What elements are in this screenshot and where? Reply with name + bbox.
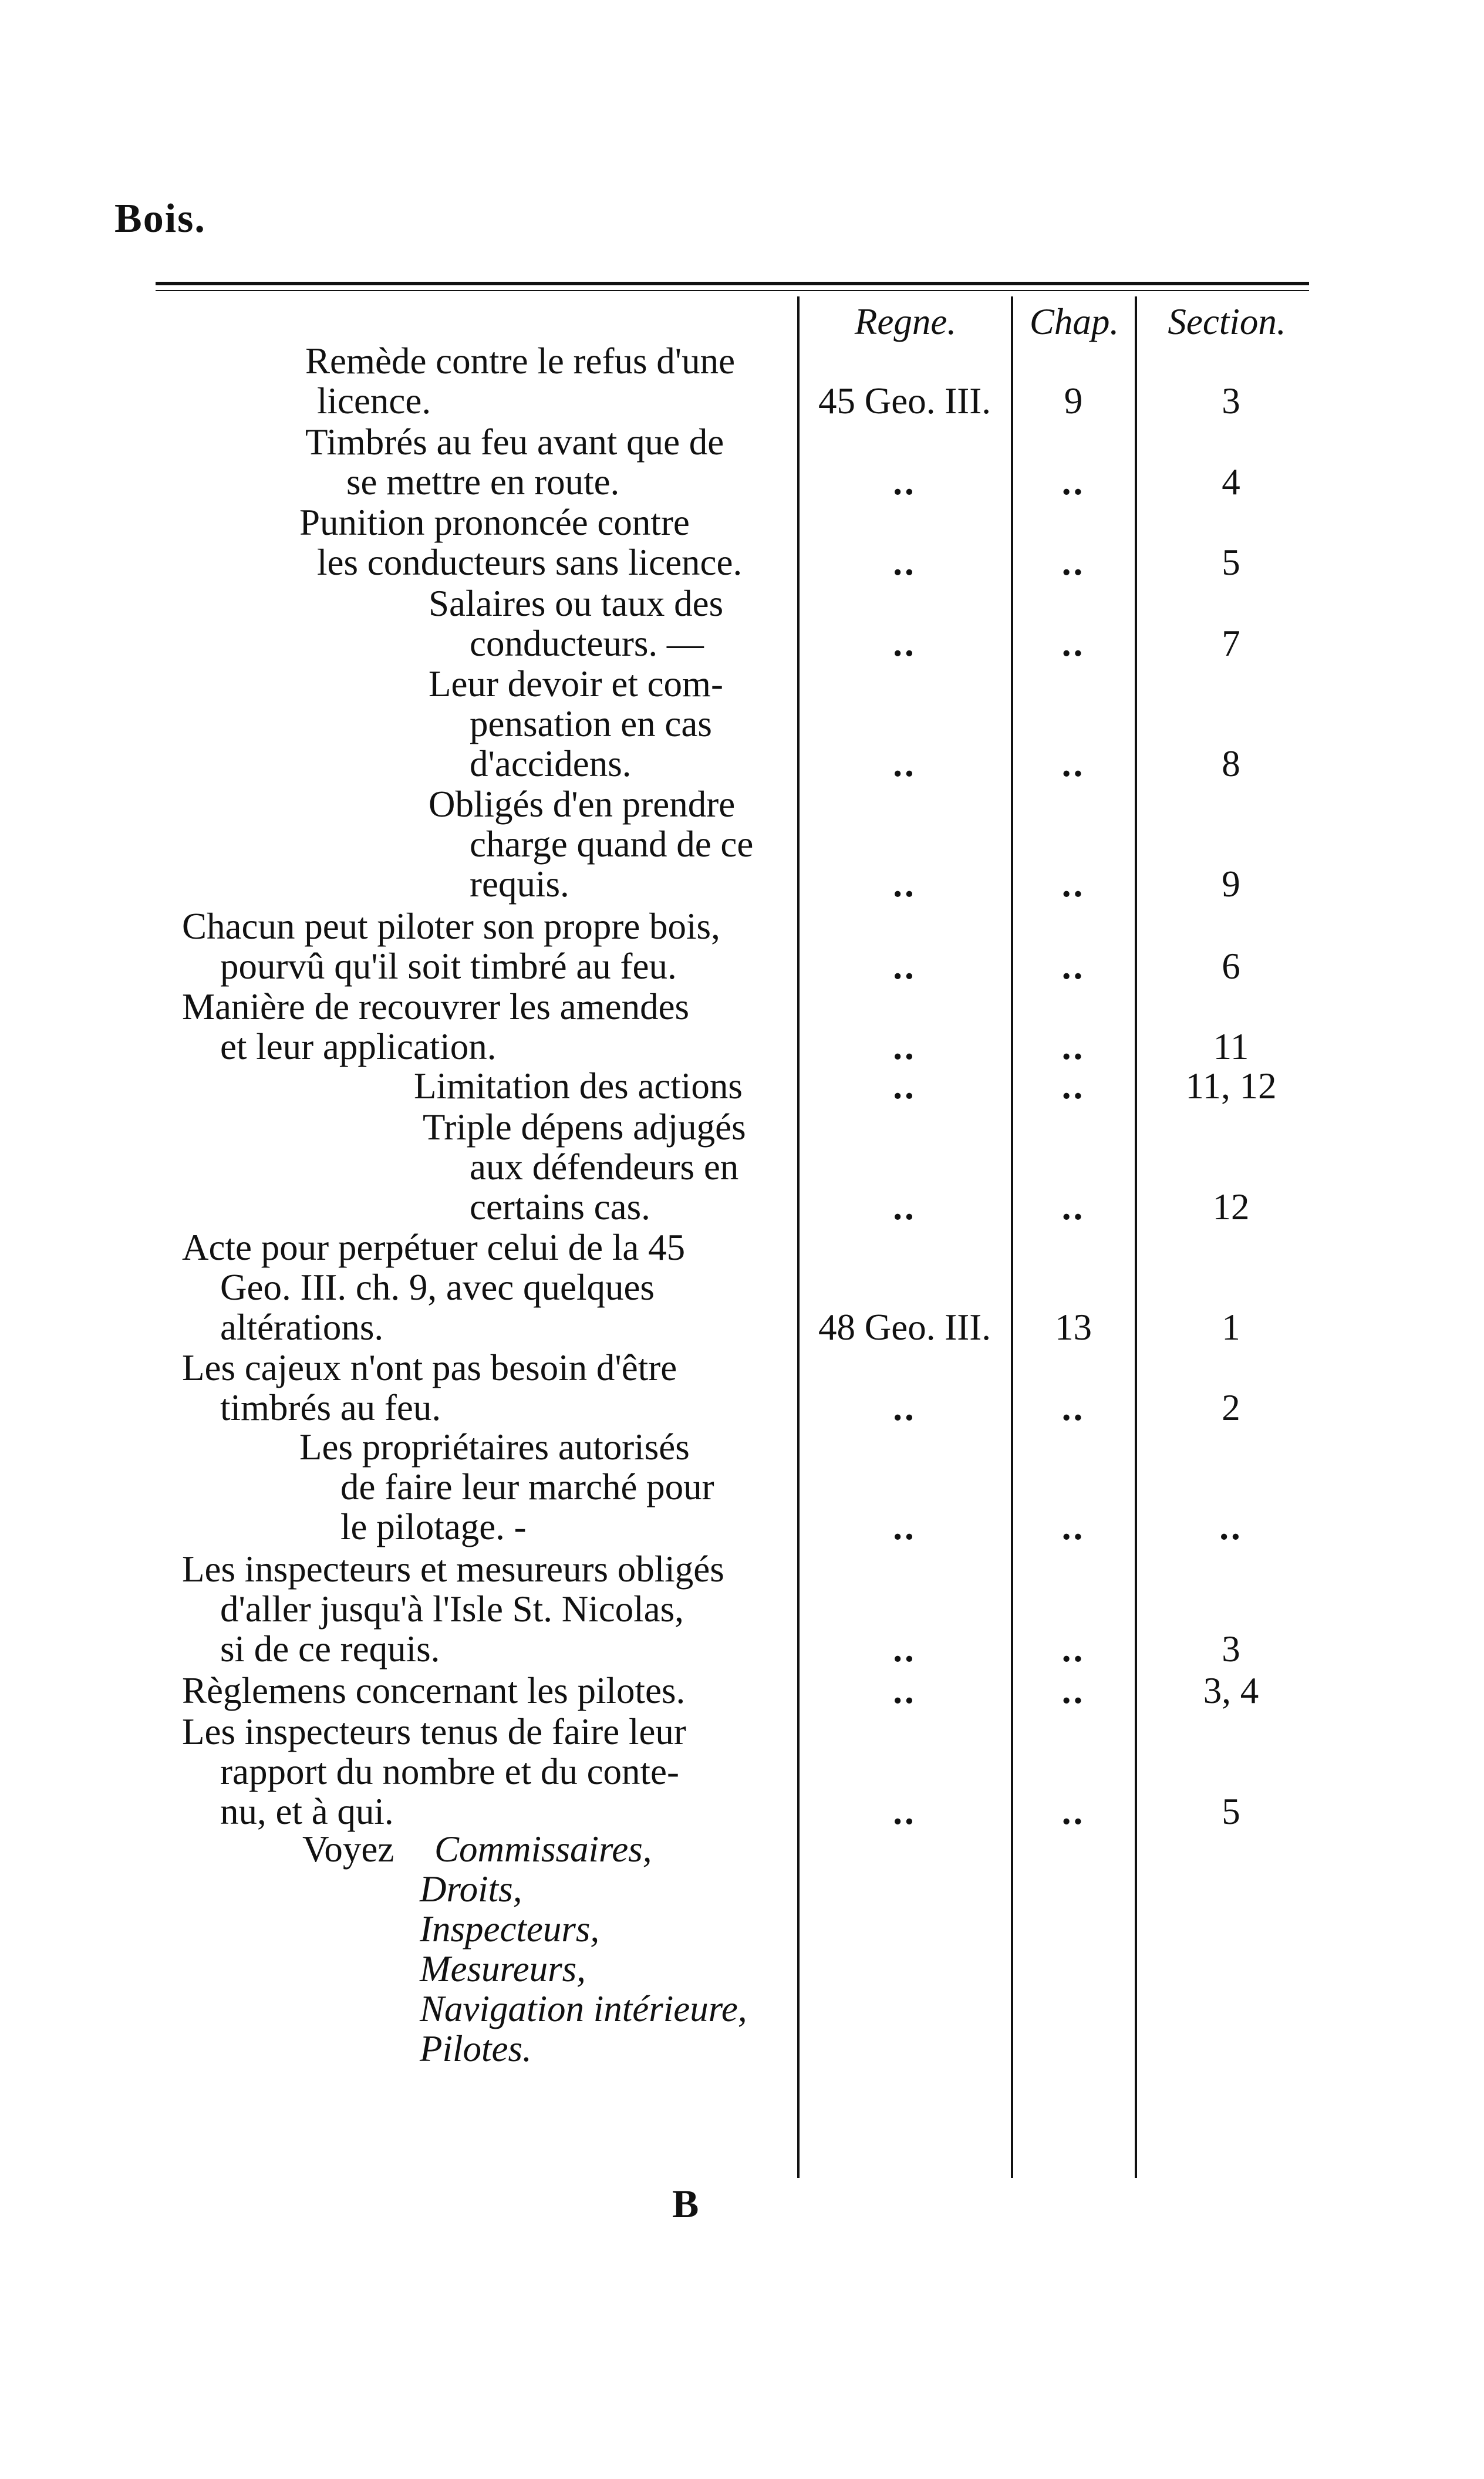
entry-chap: .. (1061, 946, 1085, 987)
entry-section: 4 (1222, 461, 1240, 502)
entry-text-line: Les cajeux n'ont pas besoin d'être (182, 1347, 677, 1388)
entry-section: 3, 4 (1203, 1670, 1259, 1711)
entry-chap: 13 (1055, 1307, 1092, 1348)
entry-text-line: et leur application. (220, 1026, 497, 1067)
entry-text-line: certains cas. (470, 1186, 650, 1227)
entry-text-line: d'aller jusqu'à l'Isle St. Nicolas, (220, 1588, 684, 1630)
entry-text-line: Acte pour perpétuer celui de la 45 (182, 1227, 686, 1268)
entry-regne: 48 Geo. III. (818, 1307, 991, 1348)
printer-signature: B (672, 2181, 699, 2226)
entry-chap: .. (1061, 1791, 1085, 1832)
see-also-label: Voyez (302, 1829, 394, 1870)
entry-text-line: Salaires ou taux des (429, 583, 724, 624)
entry-chap: .. (1061, 1670, 1085, 1711)
entry-text-line: aux défendeurs en (470, 1146, 739, 1188)
entry-section: 11, 12 (1185, 1065, 1277, 1107)
see-also-ref: Inspecteurs, (420, 1908, 600, 1950)
entry-regne: 45 Geo. III. (818, 380, 991, 421)
entry-chap: .. (1061, 1506, 1085, 1547)
entry-section: 12 (1212, 1186, 1250, 1227)
entry-text-line: Punition prononcée contre (299, 502, 690, 543)
entry-text-line: requis. (470, 864, 569, 905)
entry-section: 3 (1222, 380, 1240, 421)
entry-section: 5 (1222, 1791, 1240, 1832)
entry-chap: .. (1061, 461, 1085, 502)
entry-text-line: Les propriétaires autorisés (299, 1426, 690, 1468)
entry-section: 5 (1222, 542, 1240, 583)
entry-regne: .. (893, 1186, 916, 1227)
entry-text-line: se mettre en route. (346, 461, 620, 502)
see-also-ref: Droits, (420, 1868, 522, 1910)
header-rule-thin (156, 290, 1309, 291)
entry-text-line: Limitation des actions (414, 1065, 743, 1107)
entry-chap: .. (1061, 542, 1085, 583)
entry-text-line: Les inspecteurs tenus de faire leur (182, 1711, 686, 1752)
entry-chap: .. (1061, 1387, 1085, 1428)
entry-text-line: le pilotage. - (340, 1506, 527, 1547)
entry-section: 3 (1222, 1628, 1240, 1669)
entry-text-line: timbrés au feu. (220, 1387, 441, 1428)
entry-regne: .. (893, 1026, 916, 1067)
entry-chap: .. (1061, 623, 1085, 664)
entry-text-line: de faire leur marché pour (340, 1466, 714, 1507)
entry-chap: 9 (1064, 380, 1083, 421)
entry-chap: .. (1061, 1065, 1085, 1107)
see-also-ref: Commissaires, (434, 1829, 652, 1870)
entry-text-line: Règlemens concernant les pilotes. (182, 1670, 686, 1711)
entry-text-line: les conducteurs sans licence. (317, 542, 743, 583)
see-also-ref: Navigation intérieure, (420, 1988, 747, 2029)
entry-text-line: d'accidens. (470, 743, 632, 784)
entry-chap: .. (1061, 743, 1085, 784)
entry-text-line: conducteurs. — (470, 623, 704, 664)
entry-regne: .. (893, 1670, 916, 1711)
entry-section: 2 (1222, 1387, 1240, 1428)
entry-section: 9 (1222, 864, 1240, 905)
entry-text-line: altérations. (220, 1307, 384, 1348)
entry-text-line: pourvû qu'il soit timbré au feu. (220, 946, 677, 987)
column-header-section: Section. (1168, 301, 1286, 342)
entry-text-line: nu, et à qui. (220, 1791, 394, 1832)
entry-regne: .. (893, 623, 916, 664)
entry-text-line: licence. (317, 380, 431, 421)
column-header-chap: Chap. (1029, 301, 1119, 342)
entry-section: .. (1219, 1506, 1243, 1547)
entry-text-line: Manière de recouvrer les amendes (182, 986, 690, 1027)
entry-regne: .. (893, 1791, 916, 1832)
entry-regne: .. (893, 946, 916, 987)
entry-text-line: rapport du nombre et du conte- (220, 1751, 679, 1792)
entry-section: 1 (1222, 1307, 1240, 1348)
entry-section: 7 (1222, 623, 1240, 664)
entry-section: 8 (1222, 743, 1240, 784)
entry-text-line: Timbrés au feu avant que de (305, 421, 724, 463)
entry-text-line: Obligés d'en prendre (429, 784, 736, 825)
see-also-ref: Mesureurs, (420, 1948, 586, 1989)
column-header-regne: Regne. (854, 301, 957, 342)
entry-text-line: pensation en cas (470, 703, 712, 744)
entry-text-line: Leur devoir et com- (429, 663, 724, 704)
entry-regne: .. (893, 1506, 916, 1547)
entry-chap: .. (1061, 1026, 1085, 1067)
entry-regne: .. (893, 461, 916, 502)
entry-regne: .. (893, 864, 916, 905)
entry-regne: .. (893, 1387, 916, 1428)
entry-text-line: Remède contre le refus d'une (305, 340, 736, 382)
entry-text-line: Triple dépens adjugés (423, 1107, 746, 1148)
entry-section: 11 (1213, 1026, 1249, 1067)
entry-text-line: si de ce requis. (220, 1628, 440, 1669)
entry-regne: .. (893, 542, 916, 583)
entry-section: 6 (1222, 946, 1240, 987)
entry-text-line: Chacun peut piloter son propre bois, (182, 906, 720, 947)
entry-text-line: charge quand de ce (470, 824, 754, 865)
entry-regne: .. (893, 1065, 916, 1107)
entry-regne: .. (893, 1628, 916, 1669)
entry-text-line: Geo. III. ch. 9, avec quelques (220, 1267, 655, 1308)
entry-chap: .. (1061, 864, 1085, 905)
entry-chap: .. (1061, 1186, 1085, 1227)
see-also-ref: Pilotes. (420, 2028, 532, 2069)
entry-text-line: Les inspecteurs et mesureurs obligés (182, 1549, 724, 1590)
running-head: Bois. (114, 196, 206, 241)
entry-chap: .. (1061, 1628, 1085, 1669)
header-rule-thick (156, 282, 1309, 285)
entry-regne: .. (893, 743, 916, 784)
